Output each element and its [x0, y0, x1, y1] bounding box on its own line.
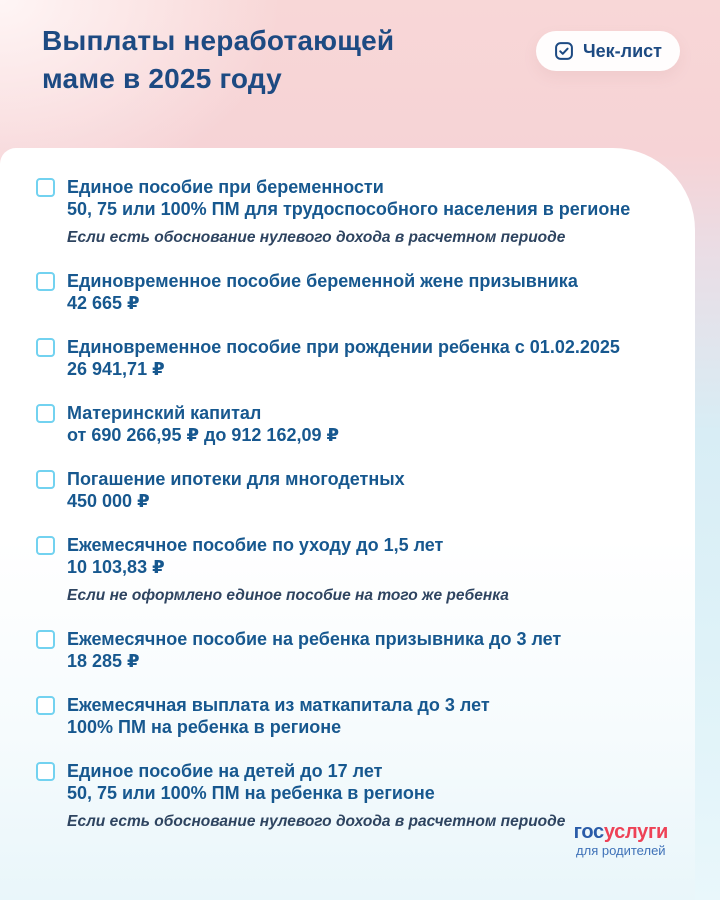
item-title: Ежемесячная выплата из маткапитала до 3 лет: [67, 695, 490, 715]
checklist-item: [36, 336, 659, 380]
item-title: Единое пособие при беременности: [67, 177, 384, 197]
item-value: 100% ПМ на ребенка в регионе: [67, 717, 342, 737]
item-value: от 690 266,95 ₽ до 912 162,09 ₽: [67, 425, 340, 445]
badge-label: Чек-лист: [583, 40, 662, 61]
checkbox-icon[interactable]: [36, 178, 55, 197]
gosuslugi-logo: [574, 822, 668, 858]
item-title: Погашение ипотеки для многодетных: [67, 469, 405, 489]
item-text: [67, 270, 578, 314]
item-value: 10 103,83 ₽: [67, 557, 165, 577]
item-title: Единовременное пособие беременной жене призывника: [67, 271, 578, 291]
item-value: 26 941,71 ₽: [67, 359, 165, 379]
checklist-item: [36, 468, 659, 512]
item-text: [67, 534, 509, 606]
checkbox-icon[interactable]: [36, 630, 55, 649]
checklist-item: [36, 760, 659, 832]
checkbox-icon[interactable]: [36, 536, 55, 555]
item-text: [67, 760, 565, 832]
item-value: 450 000 ₽: [67, 491, 150, 511]
item-title: Ежемесячное пособие на ребенка призывника до 3 лет: [67, 629, 562, 649]
item-note: Если не оформлено единое пособие на того же ребенка: [67, 587, 509, 604]
logo-part-gos: гос: [573, 821, 604, 843]
title-line-1: Выплаты неработающей: [42, 25, 395, 56]
title-line-2: маме в 2025 году: [42, 63, 282, 94]
item-text: [67, 694, 490, 738]
item-note: Если есть обоснование нулевого дохода в расчетном периоде: [67, 229, 566, 246]
item-value: 42 665 ₽: [67, 293, 140, 313]
item-note: Если есть обоснование нулевого дохода в расчетном периоде: [67, 813, 566, 830]
checkbox-icon[interactable]: [36, 338, 55, 357]
checklist-item: [36, 402, 659, 446]
item-title: Единовременное пособие при рождении ребенка с 01.02.2025: [67, 337, 620, 357]
checkbox-checked-icon: [554, 41, 574, 61]
item-text: [67, 402, 339, 446]
item-value: 50, 75 или 100% ПМ на ребенка в регионе: [67, 783, 435, 803]
item-text: [67, 176, 630, 248]
item-text: [67, 336, 620, 380]
checkbox-icon[interactable]: [36, 762, 55, 781]
logo-subtitle: для родителей: [576, 843, 666, 858]
item-value: 18 285 ₽: [67, 651, 140, 671]
item-title: Единое пособие на детей до 17 лет: [67, 761, 383, 781]
page-title: [42, 22, 394, 98]
item-title: Материнский капитал: [67, 403, 262, 423]
checklist-item: [36, 176, 659, 248]
checkbox-icon[interactable]: [36, 404, 55, 423]
item-value: 50, 75 или 100% ПМ для трудоспособного населения в регионе: [67, 199, 631, 219]
checklist-item: [36, 628, 659, 672]
checklist-item: [36, 694, 659, 738]
item-text: [67, 628, 561, 672]
checklist-item: [36, 270, 659, 314]
gosuslugi-logo-text: [574, 822, 668, 842]
logo-part-uslugi: услуги: [603, 821, 668, 843]
item-title: Ежемесячное пособие по уходу до 1,5 лет: [67, 535, 444, 555]
checkbox-icon[interactable]: [36, 470, 55, 489]
checklist-item: [36, 534, 659, 606]
checklist-badge: [536, 31, 680, 71]
checkbox-icon[interactable]: [36, 696, 55, 715]
checkbox-icon[interactable]: [36, 272, 55, 291]
checklist: [0, 148, 695, 832]
item-text: [67, 468, 405, 512]
header: [0, 0, 720, 148]
content-card: [0, 148, 695, 900]
